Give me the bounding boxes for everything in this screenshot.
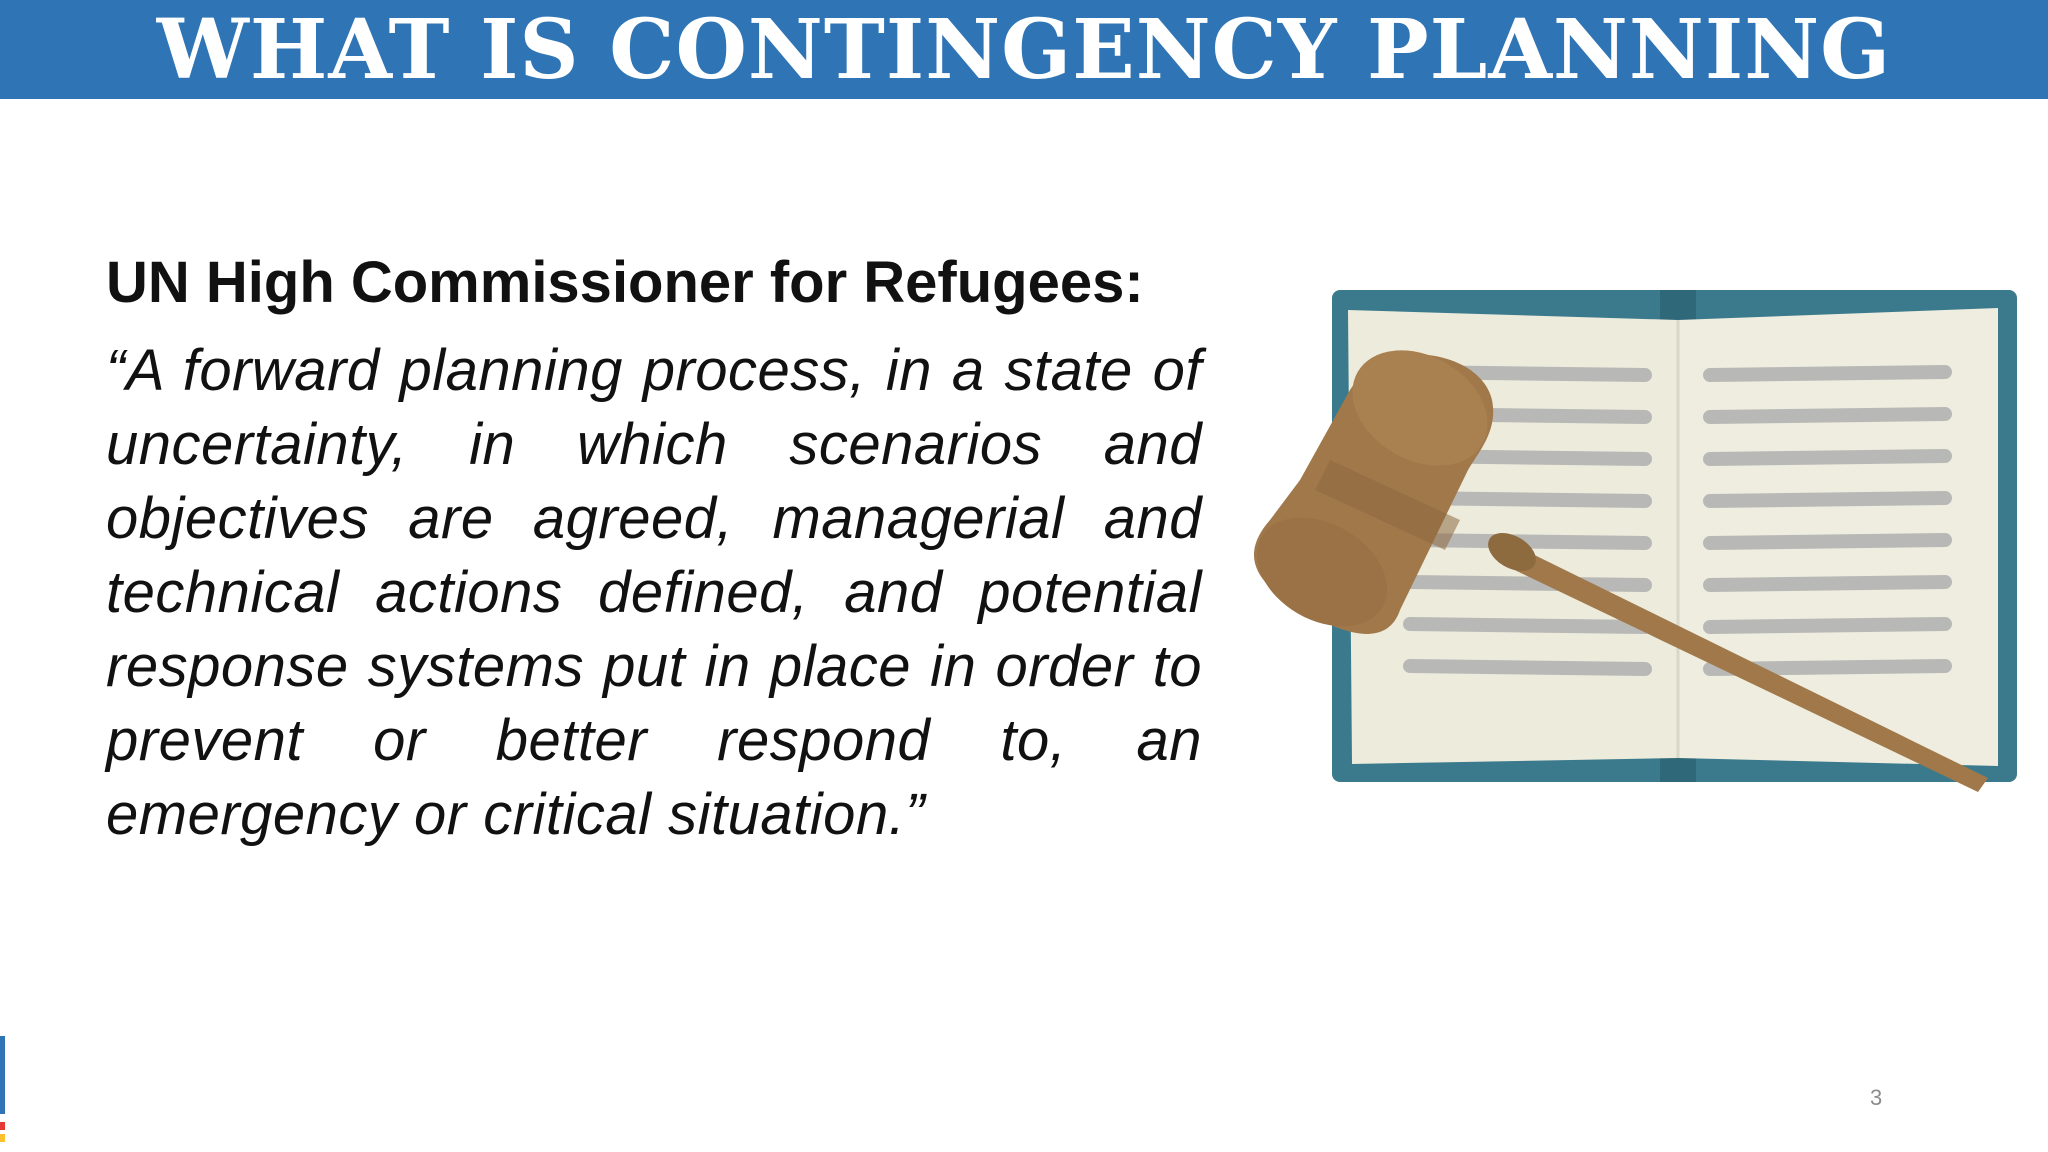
edge-logo-mark-yellow [0,1134,5,1142]
definition-quote: “A forward planning process, in a state of uncertainty, in which scenarios and objectives are agreed, managerial and technical actions defined, and potential response systems put in place in order to prevent or better respond to, an emergency or critical situation.” [106,337,1202,847]
edge-logo-mark-red [0,1122,5,1130]
content-block [106,248,1202,852]
gavel-book-illustration [1240,280,2030,800]
gavel-on-law-book-icon [1240,280,2030,800]
page-number: 3 [1870,1085,1883,1110]
slide-title: WHAT IS CONTINGENCY PLANNING [156,1,1892,98]
edge-logo-mark-blue [0,1036,5,1114]
title-bar [0,0,2048,99]
source-heading: UN High Commissioner for Refugees: [106,250,1144,315]
